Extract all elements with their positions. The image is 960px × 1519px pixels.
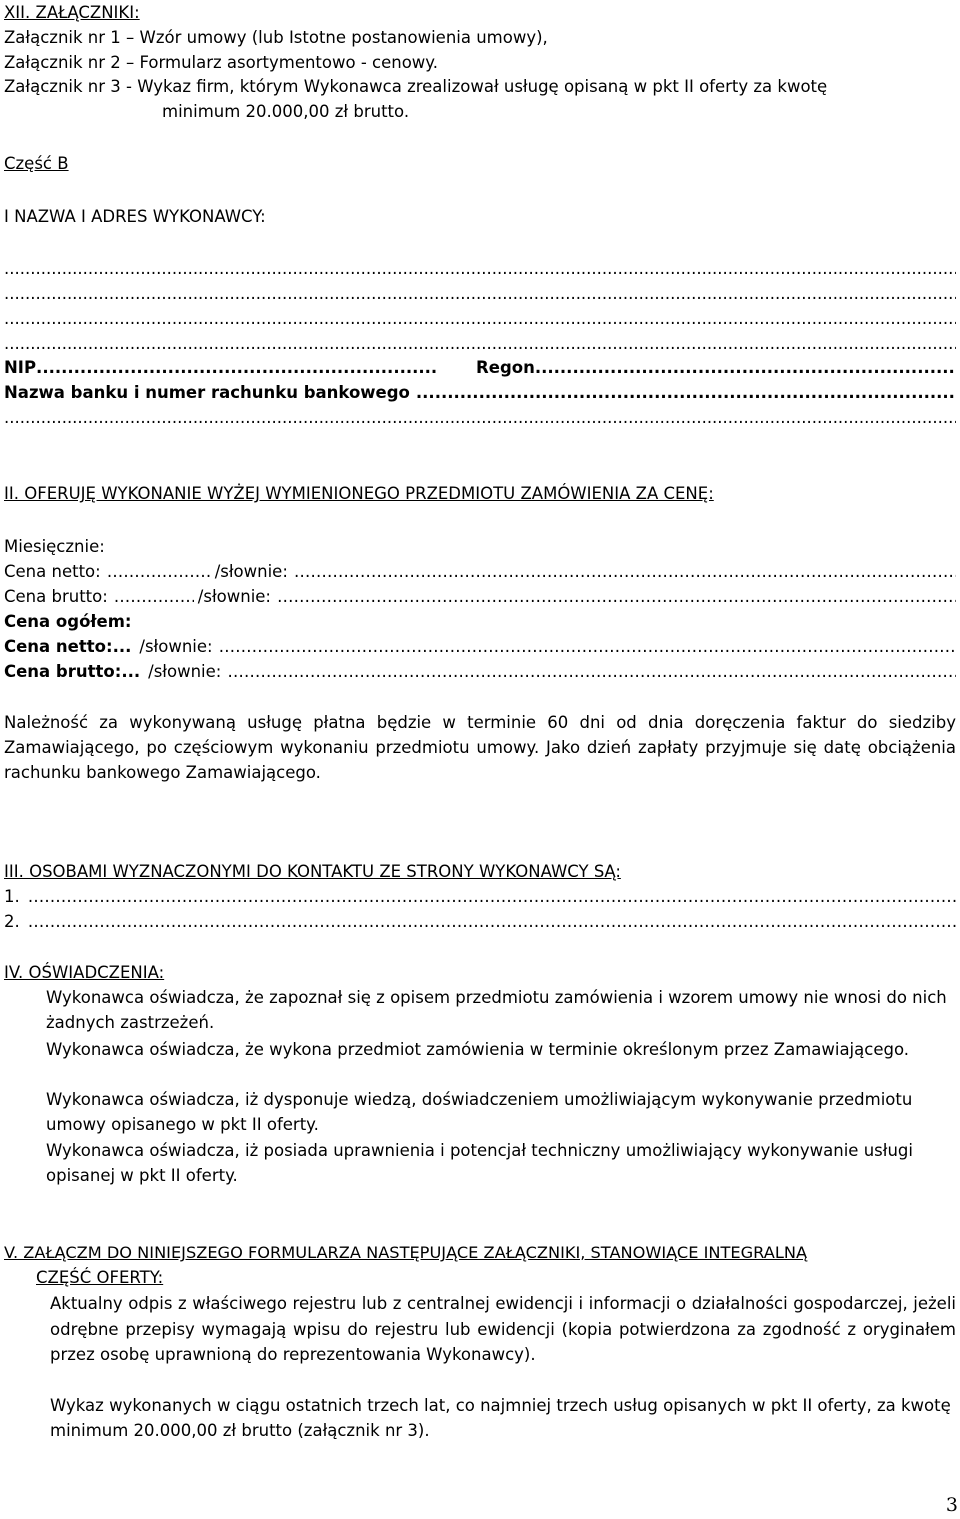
gross-words-field[interactable] bbox=[277, 584, 956, 610]
address-line-1[interactable] bbox=[4, 256, 956, 282]
enclosure-1-num bbox=[8, 1291, 50, 1317]
total-net-label: Cena netto:... bbox=[4, 637, 132, 656]
total-net-words-label: /słownie: bbox=[139, 637, 213, 656]
bank-field[interactable] bbox=[416, 380, 956, 406]
total-gross-row bbox=[4, 659, 956, 685]
nip-regon-row bbox=[4, 355, 956, 381]
enclosure-2-text: Wykaz wykonanych w ciągu ostatnich trzech lat, co najmniej trzech usług opisanych w pkt II oferty, za kwotę minimum 20.000,00 zł brutto (załącznik nr 3). bbox=[50, 1396, 951, 1440]
enclosure-2 bbox=[4, 1393, 956, 1443]
total-heading: Cena ogółem: bbox=[4, 612, 132, 631]
statement-4-text: Wykonawca oświadcza, iż posiada uprawnienia i potencjał techniczny umożliwiający wykonywanie usługi opisanej w pkt II oferty. bbox=[46, 1141, 913, 1185]
total-gross-words-field[interactable] bbox=[227, 659, 956, 685]
address-line-3[interactable] bbox=[4, 306, 956, 332]
contact-2-num: 2. bbox=[4, 912, 20, 931]
enclosure-2-num bbox=[8, 1393, 50, 1418]
statement-4-num bbox=[8, 1138, 46, 1163]
address-line-4[interactable] bbox=[4, 331, 956, 357]
statement-1-text: Wykonawca oświadcza, że zapoznał się z opisem przedmiotu zamówienia i wzorem umowy nie wnosi do nich żadnych zastrzeżeń. bbox=[46, 988, 947, 1032]
contact-2-field[interactable] bbox=[28, 909, 956, 935]
monthly-net-row bbox=[4, 559, 956, 585]
nip-field[interactable] bbox=[36, 355, 436, 381]
attachment-2: Załącznik nr 2 – Formularz asortymentowo - cenowy. bbox=[4, 53, 438, 72]
monthly-label: Miesięcznie: bbox=[4, 537, 105, 556]
statement-3-num bbox=[8, 1087, 46, 1112]
statement-2 bbox=[4, 1037, 956, 1062]
contact-2-row bbox=[4, 909, 956, 935]
gross-label: Cena brutto: bbox=[4, 587, 108, 606]
nip-label: NIP bbox=[4, 358, 37, 377]
statement-4 bbox=[4, 1138, 956, 1188]
attachment-1: Załącznik nr 1 – Wzór umowy (lub Istotne postanowienia umowy), bbox=[4, 28, 548, 47]
section5-heading-cont: CZĘŚĆ OFERTY: bbox=[36, 1268, 164, 1287]
page-number: 3 bbox=[945, 1494, 958, 1516]
bank-label: Nazwa banku i numer rachunku bankowego bbox=[4, 383, 410, 402]
net-value-field[interactable] bbox=[107, 559, 211, 585]
statement-2-num bbox=[8, 1037, 46, 1062]
net-label: Cena netto: bbox=[4, 562, 101, 581]
gross-words-label: /słownie: bbox=[197, 587, 271, 606]
section1-heading: I NAZWA I ADRES WYKONAWCY: bbox=[4, 207, 266, 226]
address-line-2[interactable] bbox=[4, 281, 956, 307]
part-b-title: Część B bbox=[4, 154, 69, 173]
monthly-gross-row bbox=[4, 584, 956, 610]
total-net-row bbox=[4, 634, 956, 660]
section2-heading: II. OFERUJĘ WYKONANIE WYŻEJ WYMIENIONEGO PRZEDMIOTU ZAMÓWIENIA ZA CENĘ: bbox=[4, 484, 714, 503]
contact-1-field[interactable] bbox=[28, 884, 956, 910]
statement-1-num bbox=[8, 985, 46, 1010]
contact-1-row bbox=[4, 884, 956, 910]
total-gross-label: Cena brutto:... bbox=[4, 662, 141, 681]
regon-label: Regon bbox=[476, 358, 535, 377]
section5-heading: V. ZAŁĄCZM DO NINIEJSZEGO FORMULARZA NASTĘPUJĄCE ZAŁĄCZNIKI, STANOWIĄCE INTEGRALNĄ bbox=[4, 1243, 808, 1262]
payment-terms: Należność za wykonywaną usługę płatna będzie w terminie 60 dni od dnia doręczenia faktur do siedziby Zamawiającego, po częściowym wykonaniu przedmiotu umowy. Jako dzień zapłaty przyjmuje się datę obciążenia rachunku bankowego Zamawiającego. bbox=[4, 713, 956, 782]
bank-row bbox=[4, 380, 956, 406]
total-net-words-field[interactable] bbox=[219, 634, 956, 660]
enclosure-1 bbox=[4, 1291, 956, 1368]
section4-heading: IV. OŚWIADCZENIA: bbox=[4, 963, 165, 982]
statement-1 bbox=[4, 985, 956, 1035]
total-gross-words-label: /słownie: bbox=[148, 662, 222, 681]
section3-heading: III. OSOBAMI WYZNACZONYMI DO KONTAKTU ZE STRONY WYKONAWCY SĄ: bbox=[4, 862, 621, 881]
statement-3 bbox=[4, 1087, 956, 1137]
statement-3-text: Wykonawca oświadcza, iż dysponuje wiedzą, doświadczeniem umożliwiającym wykonywanie przedmiotu umowy opisanego w pkt II oferty. bbox=[46, 1090, 913, 1134]
attachment-3-cont: minimum 20.000,00 zł brutto. bbox=[162, 102, 410, 121]
contact-1-num: 1. bbox=[4, 887, 20, 906]
regon-field[interactable] bbox=[535, 355, 956, 381]
gross-value-field[interactable] bbox=[114, 584, 194, 610]
section12-heading: XII. ZAŁĄCZNIKI: bbox=[4, 3, 140, 22]
enclosure-1-text: Aktualny odpis z właściwego rejestru lub z centralnej ewidencji i informacji o działalności gospodarczej, jeżeli odrębne przepisy wymagają wpisu do rejestru lub ewidencji (kopia potwierdzona za zgodność z oryginałem przez osobę uprawnioną do reprezentowania Wykonawcy). bbox=[50, 1294, 956, 1364]
bank-line-2[interactable] bbox=[4, 405, 956, 431]
attachment-3: Załącznik nr 3 - Wykaz firm, którym Wykonawca zrealizował usługę opisaną w pkt II oferty za kwotę bbox=[4, 77, 828, 96]
net-words-field[interactable] bbox=[294, 559, 956, 585]
net-words-label: /słownie: bbox=[214, 562, 288, 581]
statement-2-text: Wykonawca oświadcza, że wykona przedmiot zamówienia w terminie określonym przez Zamawiającego. bbox=[46, 1040, 909, 1059]
